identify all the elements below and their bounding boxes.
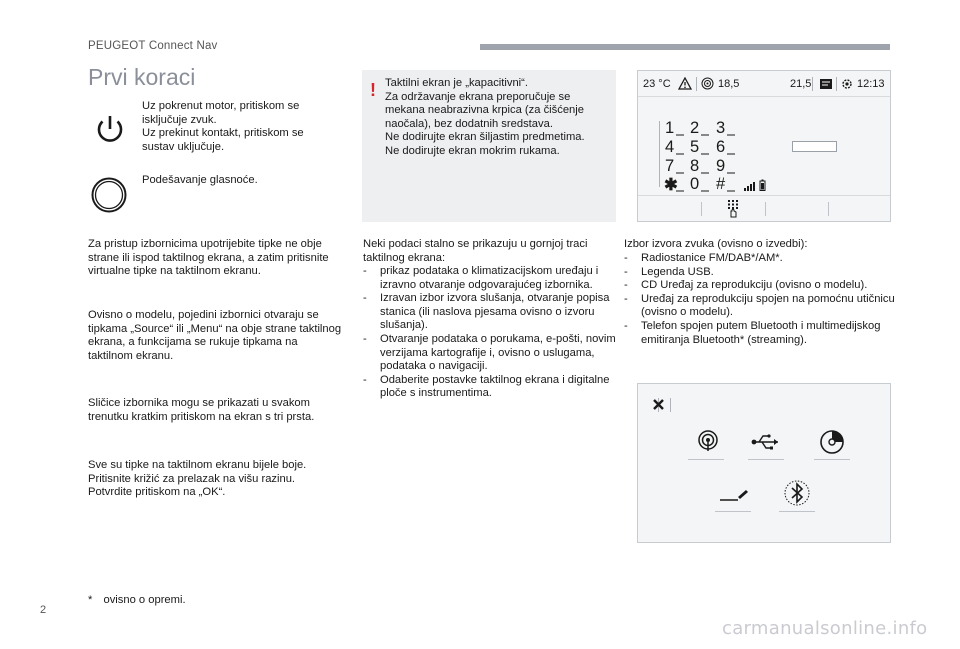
- key-star-icon: ✱: [664, 176, 678, 194]
- source-intro: Izbor izvora zvuka (ovisno o izvedbi):: [624, 238, 808, 250]
- key-4: 4: [665, 138, 675, 156]
- key-0: 0: [690, 175, 700, 193]
- list-item: - Odaberite postavke taktilnog ekrana i digitalne ploče s instrumentima.: [363, 374, 617, 401]
- footnote-text: ovisno o opremi.: [103, 594, 186, 606]
- list-item: - Uređaj za reprodukciju spojen na pomoćnu utičnicu (ovisno o modelu).: [624, 293, 899, 320]
- page-title: Prvi koraci: [88, 64, 196, 90]
- warning-icon: !: [370, 80, 376, 100]
- header-bar: [480, 44, 890, 50]
- key-1: 1: [665, 119, 675, 137]
- list-item: - Legenda USB.: [624, 266, 899, 280]
- screen-bottom-bar: [638, 195, 890, 222]
- battery-icon: [759, 179, 766, 191]
- footnote: [88, 594, 186, 606]
- temperature-value-b: 21,5: [790, 78, 812, 90]
- warning-text: Taktilni ekran je „kapacitivni“. Za održavanje ekrana preporučuje se mekana neabrazivna krpica (za čišćenje naočala), bez dodatnih sredstava. Ne dodirujte ekran šiljastim predmetima. Ne dodirujte ekran mokrim rukama.: [385, 77, 585, 157]
- page-number: 2: [40, 604, 47, 616]
- key-9: 9: [716, 157, 726, 175]
- watermark[interactable]: carmanualsonline.info: [722, 618, 928, 639]
- keypad-icon: [726, 199, 740, 219]
- radio-icon: [696, 429, 720, 453]
- volume-description: Podešavanje glasnoće.: [142, 174, 258, 186]
- key-6: 6: [716, 138, 726, 156]
- number-input-field: [792, 141, 837, 152]
- top-bar-intro: Neki podaci stalno se prikazuju u gornjoj traci taktilnog ekrana:: [363, 238, 588, 264]
- key-5: 5: [690, 138, 700, 156]
- power-description: Uz pokrenut motor, pritiskom se isključuje zvuk. Uz prekinut kontakt, pritiskom se sustav uključuje.: [142, 100, 304, 153]
- touchscreen-illustration: [637, 70, 891, 222]
- list-item: - Telefon spojen putem Bluetooth i multimedijskog emitiranja Bluetooth* (streaming).: [624, 320, 899, 347]
- footnote-mark: *: [88, 594, 93, 606]
- aux-icon: [718, 485, 750, 505]
- list-item: - Radiostanice FM/DAB*/AM*.: [624, 252, 899, 266]
- source-selection-illustration: [637, 383, 891, 543]
- key-2: 2: [690, 119, 700, 137]
- paragraph-white-keys: Sve su tipke na taktilnom ekranu bijele boje. Pritisnite križić za prelazak na višu razinu. Potvrdite pritiskom na „OK“.: [88, 459, 307, 499]
- key-8: 8: [690, 157, 700, 175]
- list-item: - Izravan izbor izvora slušanja, otvaranje popisa stanica (ili naslova pjesama ovisno o izvoru slušanja).: [363, 292, 617, 333]
- list-item: - Otvaranje podataka o porukama, e-pošti, novim verzijama kartografije i, ovisno o uslugama, podataka o navigaciji.: [363, 333, 617, 374]
- clock: 12:13: [857, 78, 885, 90]
- top-bar-list: [363, 265, 617, 401]
- list-item: - prikaz podataka o klimatizacijskom uređaju i izravno otvaranje odgovarajućeg izbornika.: [363, 265, 617, 292]
- usb-icon: [750, 432, 782, 452]
- key-hash: #: [716, 175, 726, 193]
- paragraph-menus: Za pristup izbornicima upotrijebite tipke ne obje strane ili ispod taktilnog ekrana, a zatim pritisnite virtualne tipke na taktilnom ekranu.: [88, 238, 329, 278]
- key-7: 7: [665, 157, 675, 175]
- paragraph-source-menu: Ovisno o modelu, pojedini izbornici otvaraju se tipkama „Source“ ili „Menu“ na obje strane taktilnog ekrana, a funkcijama se rukuje tipkama na taktilnom ekranu.: [88, 309, 342, 362]
- key-3: 3: [716, 119, 726, 137]
- power-icon: [90, 109, 130, 154]
- signal-icon: [744, 181, 756, 191]
- volume-knob-icon: [89, 175, 129, 220]
- list-item: - CD Uređaj za reprodukciju (ovisno o modelu).: [624, 279, 899, 293]
- source-list: [624, 252, 899, 347]
- paragraph-three-fingers: Sličice izbornika mogu se prikazati u svakom trenutku kratkim pritiskom na ekran s tri prsta.: [88, 397, 315, 423]
- temperature-value-a: 18,5: [718, 78, 740, 90]
- header-brand: PEUGEOT Connect Nav: [88, 40, 218, 52]
- cd-icon: [819, 429, 845, 455]
- temperature-left: 23 °C: [643, 78, 671, 90]
- close-icon: [652, 398, 665, 411]
- bluetooth-icon: [783, 479, 811, 507]
